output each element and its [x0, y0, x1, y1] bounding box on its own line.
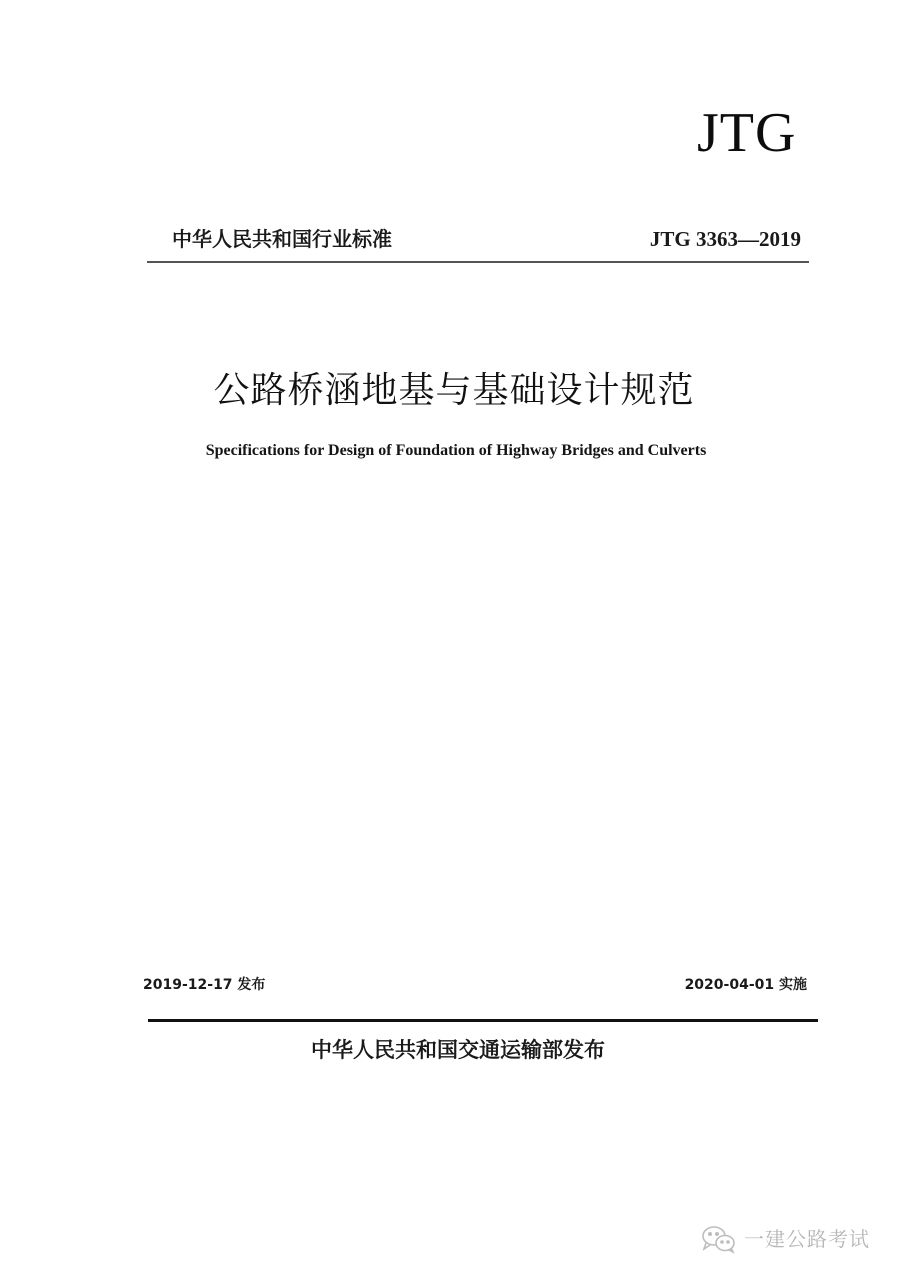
- document-title-chinese: 公路桥涵地基与基础设计规范: [213, 370, 695, 411]
- standard-category: 中华人民共和国行业标准: [172, 227, 392, 251]
- wechat-icon: [700, 1224, 738, 1254]
- header-divider: [147, 261, 809, 263]
- watermark-text: 一建公路考试: [744, 1227, 870, 1251]
- effective-date: 2020-04-01 实施: [684, 977, 807, 993]
- issue-date: 2019-12-17 发布: [143, 977, 266, 993]
- publisher: 中华人民共和国交通运输部发布: [311, 1038, 605, 1062]
- footer-divider: [148, 1019, 818, 1022]
- watermark: [700, 1224, 870, 1254]
- standard-number: JTG 3363—2019: [649, 227, 801, 251]
- jtg-logo: JTG: [697, 102, 797, 164]
- document-title-english: Specifications for Design of Foundation of Highway Bridges and Culverts: [205, 442, 707, 459]
